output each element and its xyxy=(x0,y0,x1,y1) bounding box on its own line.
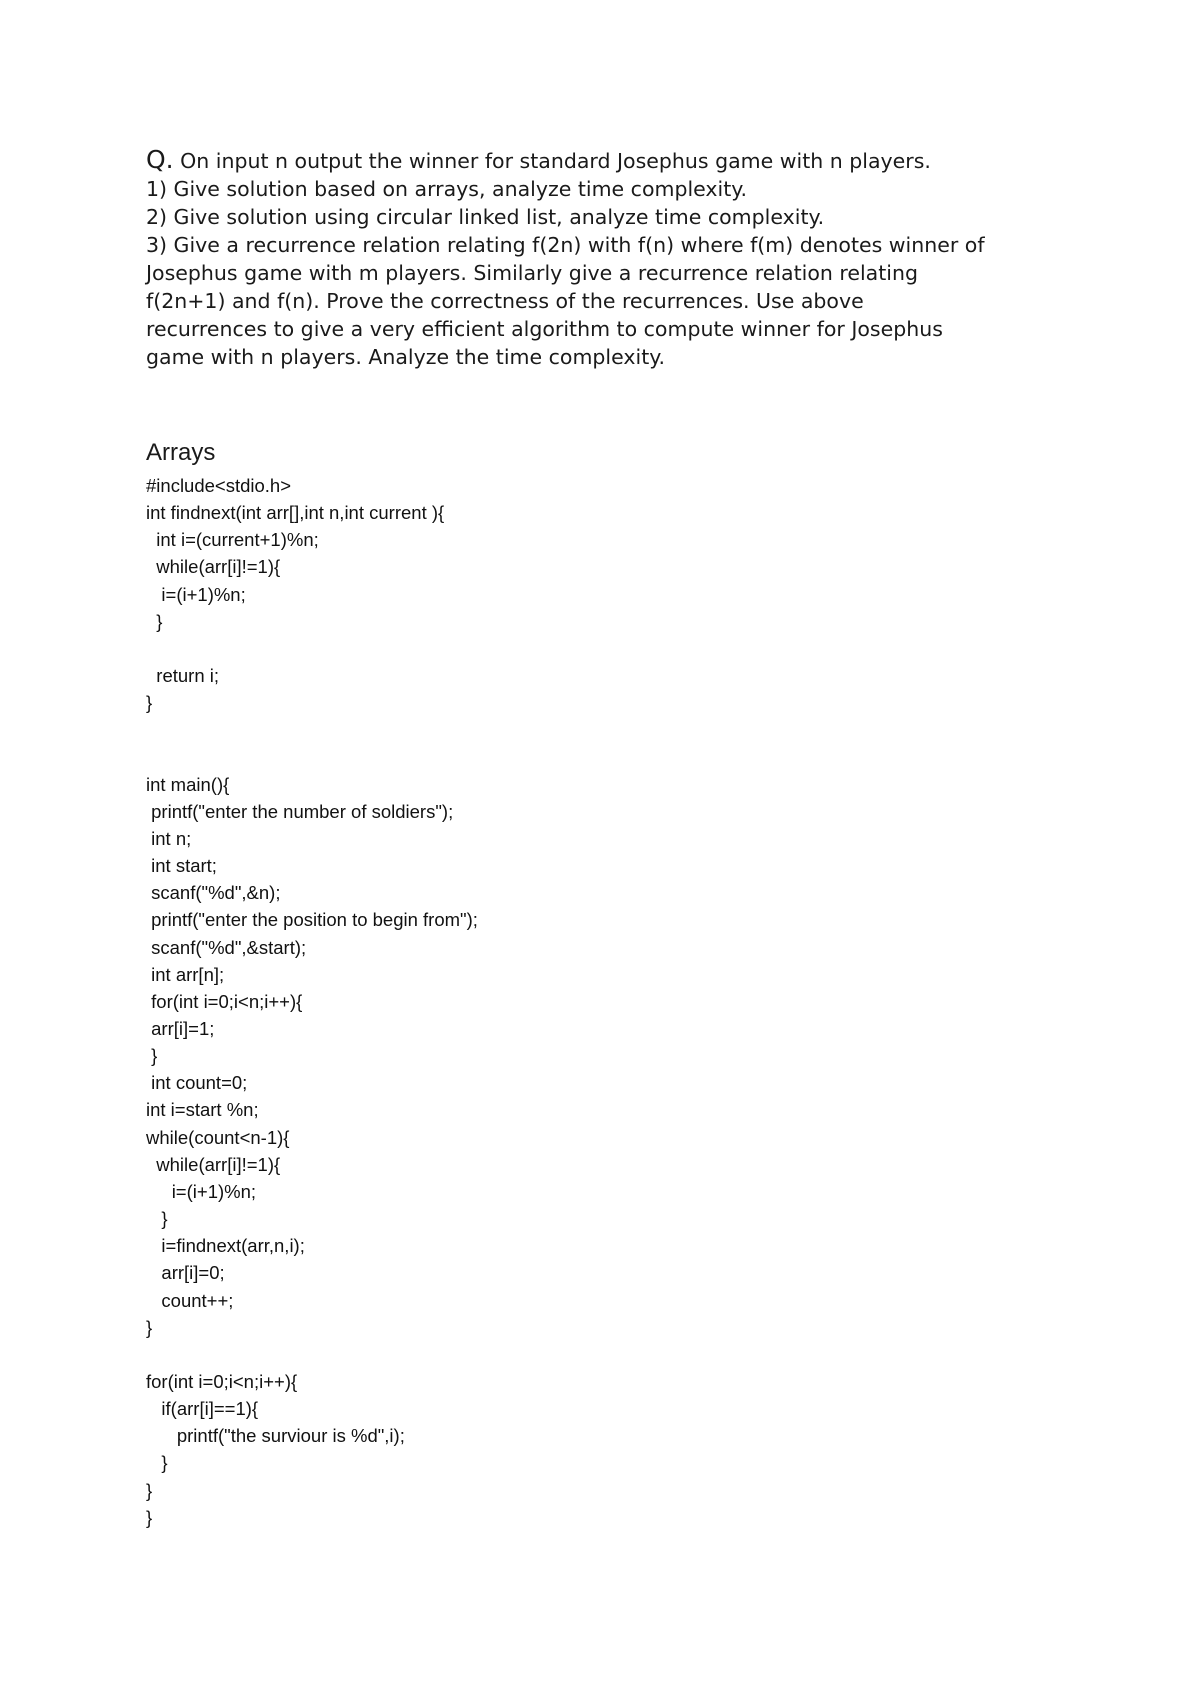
code-line: int arr[n]; xyxy=(146,963,225,985)
code-line: scanf("%d",&n); xyxy=(146,882,281,904)
question-line: Josephus game with m players. Similarly give a recurrence relation relating xyxy=(146,261,918,285)
code-line: int count=0; xyxy=(146,1072,248,1094)
code-line: } xyxy=(146,1452,168,1474)
code-line: while(arr[i]!=1){ xyxy=(146,1153,281,1175)
code-line: } xyxy=(146,1208,168,1230)
question-line: recurrences to give a very efficient algorithm to compute winner for Josephus xyxy=(146,317,943,341)
code-line: int n; xyxy=(146,827,192,849)
code-line: arr[i]=0; xyxy=(146,1262,225,1284)
code-line: } xyxy=(146,1506,153,1528)
code-line: while(arr[i]!=1){ xyxy=(146,556,281,578)
code-line: count++; xyxy=(146,1289,234,1311)
code-line: int main(){ xyxy=(146,773,230,795)
question-line: game with n players. Analyze the time complexity. xyxy=(146,345,665,369)
code-line: } xyxy=(146,692,153,714)
code-line: i=findnext(arr,n,i); xyxy=(146,1235,305,1257)
code-line: } xyxy=(146,1479,153,1501)
question-line xyxy=(146,146,1106,175)
question-text: On input n output the winner for standard Josephus game with n players. xyxy=(173,149,931,173)
question-line: 3) Give a recurrence relation relating f(2n) with f(n) where f(m) denotes winner of xyxy=(146,233,985,257)
code-line: } xyxy=(146,1045,158,1067)
code-line: for(int i=0;i<n;i++){ xyxy=(146,990,303,1012)
code-line: if(arr[i]==1){ xyxy=(146,1398,259,1420)
code-line: printf("enter the number of soldiers"); xyxy=(146,800,454,822)
code-line: int start; xyxy=(146,855,217,877)
question-label: Q. xyxy=(146,145,174,174)
code-line: i=(i+1)%n; xyxy=(146,1180,257,1202)
code-line: for(int i=0;i<n;i++){ xyxy=(146,1370,298,1392)
question-block xyxy=(146,146,1106,371)
code-line: int i=(current+1)%n; xyxy=(146,529,319,551)
question-line: f(2n+1) and f(n). Prove the correctness of the recurrences. Use above xyxy=(146,289,864,313)
question-line: 1) Give solution based on arrays, analyze time complexity. xyxy=(146,177,748,201)
code-line: printf("enter the position to begin from"); xyxy=(146,909,478,931)
code-line: scanf("%d",&start); xyxy=(146,936,307,958)
code-line: i=(i+1)%n; xyxy=(146,583,246,605)
code-line: arr[i]=1; xyxy=(146,1018,215,1039)
code-line: int findnext(int arr[],int n,int current ){ xyxy=(146,502,445,524)
code-line: return i; xyxy=(146,665,219,687)
section-title: Arrays xyxy=(146,439,216,466)
code-line: #include<stdio.h> xyxy=(146,475,292,496)
code-line: while(count<n-1){ xyxy=(146,1126,290,1148)
question-line: 2) Give solution using circular linked list, analyze time complexity. xyxy=(146,205,825,229)
code-line: } xyxy=(146,1316,153,1338)
code-line: int i=start %n; xyxy=(146,1099,259,1121)
code-line: } xyxy=(146,610,163,632)
code-line: printf("the surviour is %d",i); xyxy=(146,1425,405,1447)
